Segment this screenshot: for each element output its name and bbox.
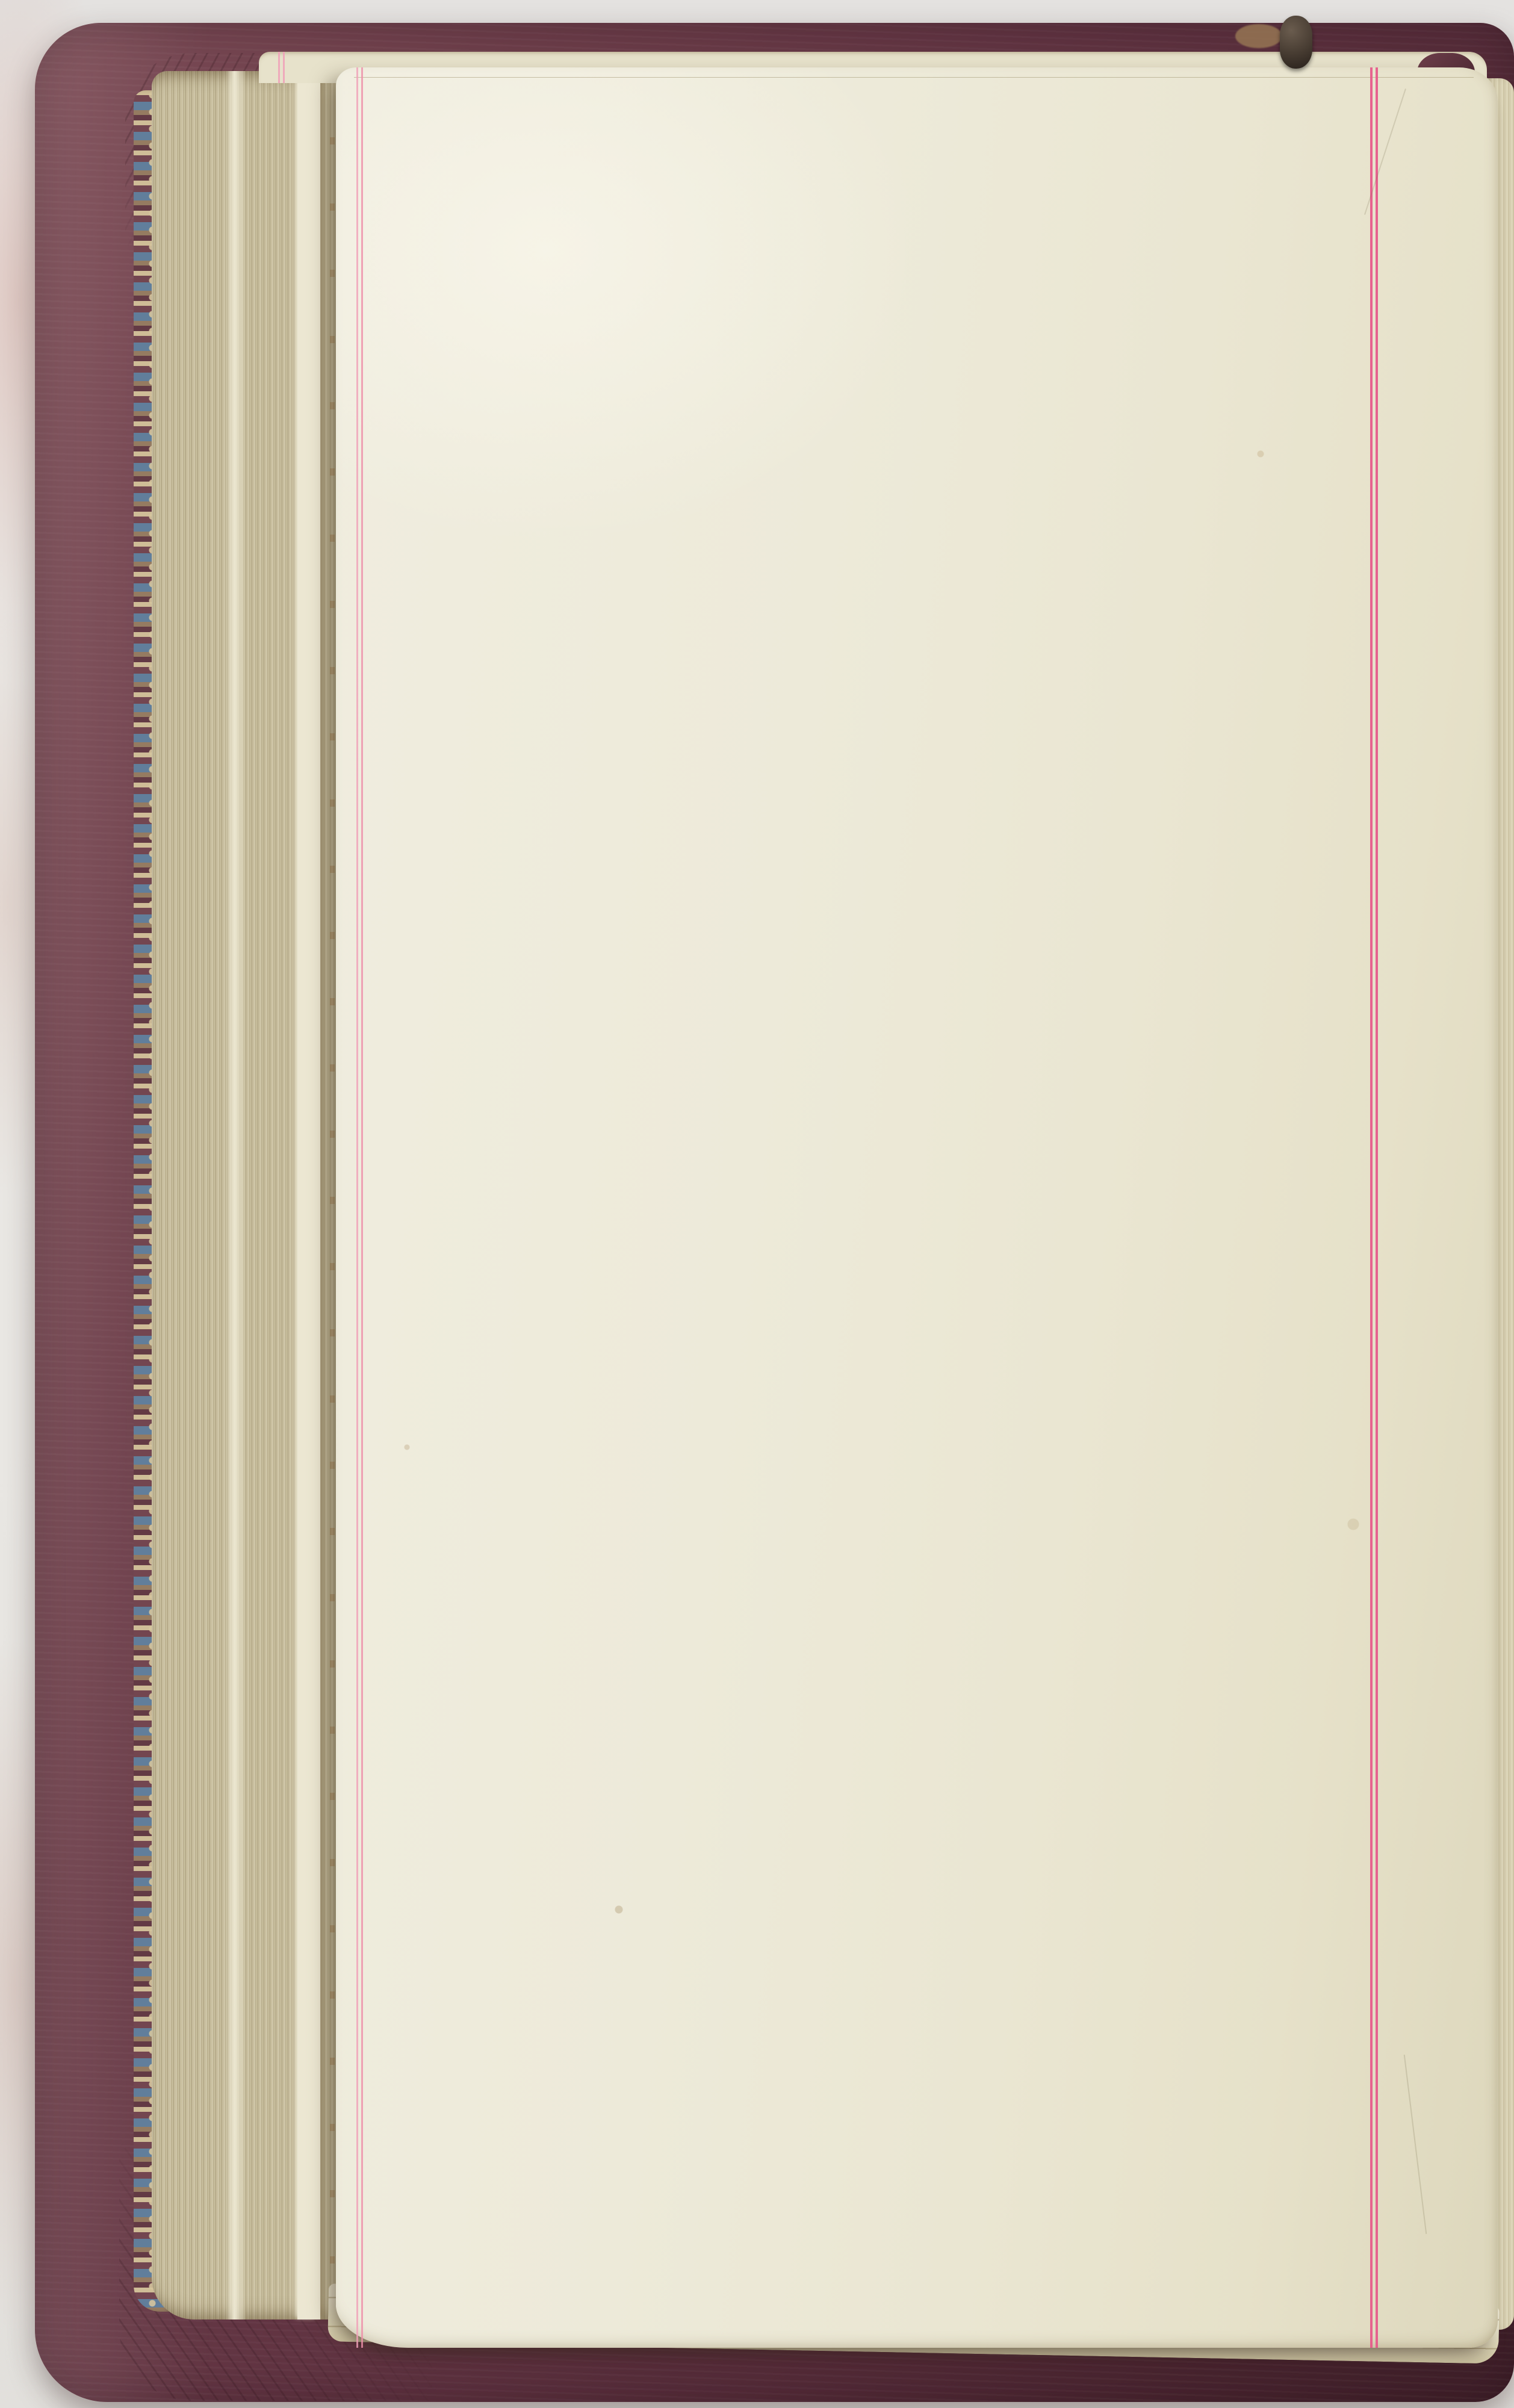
- leather-worn-patch: [1235, 24, 1282, 48]
- under-page-margin-line: [278, 52, 280, 83]
- typed-text-layer: [372, 281, 1451, 2298]
- left-margin-line: [356, 67, 358, 2348]
- ledger-page: [336, 67, 1498, 2348]
- page-edge-wedge: [225, 71, 246, 2320]
- foxing-specks: [330, 71, 335, 2320]
- under-page-hairline: [354, 77, 1474, 78]
- left-margin-line: [361, 67, 363, 2348]
- page-edge-wedge-bright: [297, 71, 320, 2320]
- page-edges-stack-left: [152, 71, 366, 2320]
- under-page-margin-line: [283, 52, 285, 83]
- binding-post: [1280, 16, 1312, 69]
